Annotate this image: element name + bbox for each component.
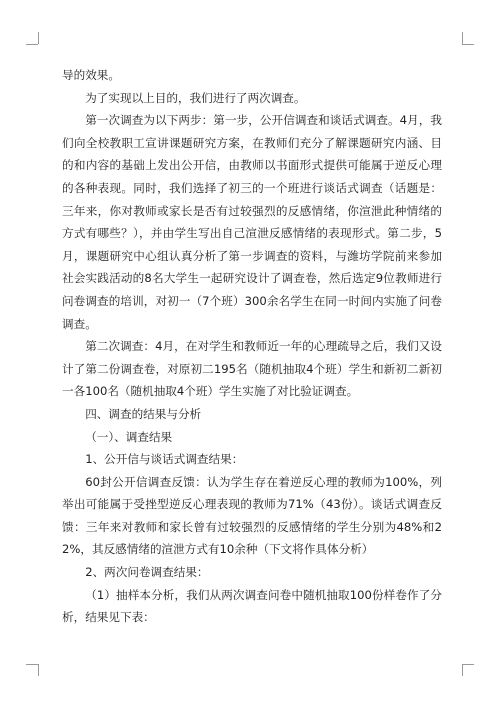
paragraph-sample-analysis: （1）抽样本分析，我们从两次调查问卷中随机抽取100份样卷作了分析，结果见下表： [62, 587, 442, 625]
paragraph-second-survey: 第二次调查：4月，在对学生和教师近一年的心理疏导之后，我们又设计了第二份调查卷，对原初二195名（随机抽取4个班）学生和新初二新初一各100名（随机抽取4个班）学生实施了对比验证调查。 [62, 339, 442, 399]
crop-mark-top-left-h [26, 44, 38, 45]
item-heading-questionnaire: 2、两次问卷调查结果： [85, 565, 209, 580]
crop-mark-bottom-left-h [26, 664, 38, 665]
paragraph-continuation: 导的效果。 [62, 68, 120, 82]
document-body [62, 64, 442, 629]
crop-mark-top-left-v [38, 32, 39, 44]
item-heading-open-letter: 1、公开信与谈话式调查结果： [85, 452, 244, 467]
paragraph-open-letter-results: 60封公开信调查反馈：认为学生存在着逆反心理的教师为100%，列举出可能属于受挫型逆反心理表现的教师为71%（43份）。谈话式调查反馈：三年来对教师和家长曾有过较强烈的反感情绪的学生分别为48%和22%，其反感情绪的渲泄方式有10余种（下文将作具体分析） [62, 474, 442, 557]
section-heading-results: 四、调查的结果与分析 [85, 406, 202, 421]
paragraph-purpose: 为了实现以上目的，我们进行了两次调查。 [85, 90, 306, 105]
crop-mark-top-right-h [462, 44, 474, 45]
crop-mark-bottom-left-v [38, 664, 39, 676]
crop-mark-bottom-right-h [462, 664, 474, 665]
crop-mark-bottom-right-v [462, 664, 463, 676]
subsection-heading-results: （一）、调查结果 [85, 429, 173, 444]
paragraph-first-survey: 第一次调查为以下两步：第一步，公开信调查和谈话式调查。4月，我们向全校教职工宣讲课题研究方案，在教师们充分了解课题研究内涵、目的和内容的基础上发出公开信，由教师以书面形式提供可能属于逆反心理的各种表现。同时，我们选择了初三的一个班进行谈话式调查（话题是：三年来，你对教师或家长是否有过较强烈的反感情绪，你渲泄此种情绪的方式有哪些？），并由学生写出自己渲泄反感情绪的表现形式。第二步，5月，课题研究中心组认真分析了第一步调查的资料，与潍坊学院前来参加社会实践活动的8名大学生一起研究设计了调查卷，然后选定9位教师进行问卷调查的培训，对初一（7个班）300余名学生在同一时间内实施了问卷调查。 [62, 113, 442, 331]
crop-mark-top-right-v [462, 32, 463, 44]
